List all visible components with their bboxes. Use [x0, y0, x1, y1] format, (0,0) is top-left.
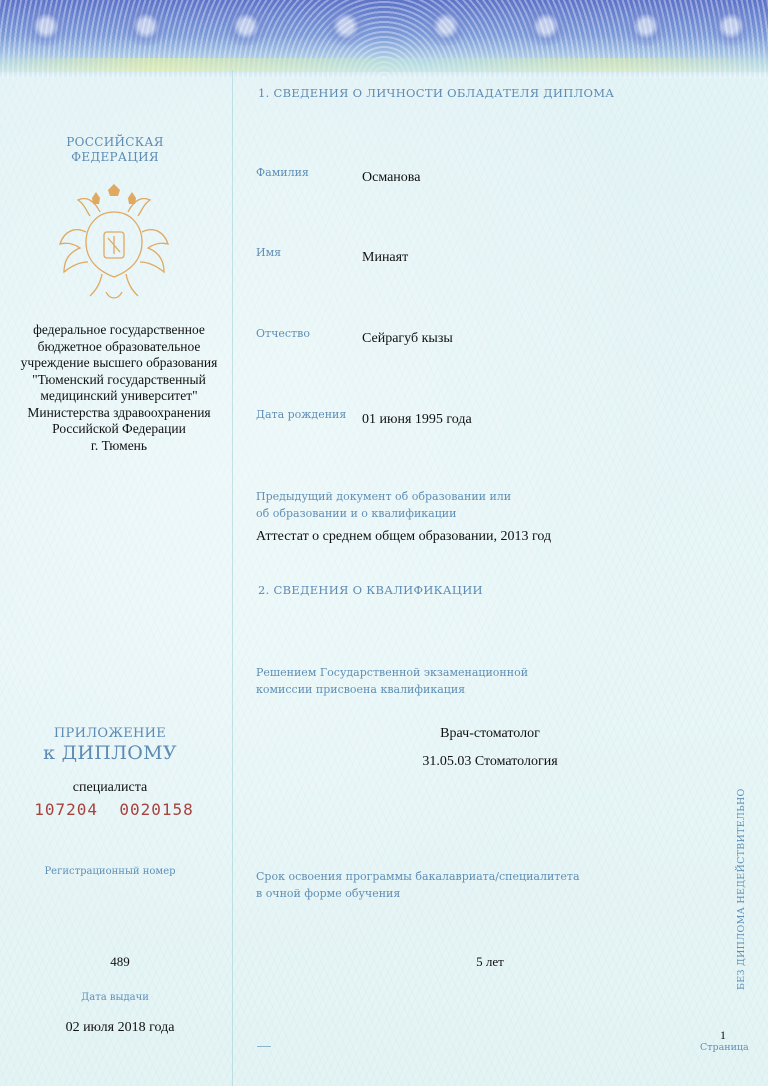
previous-document-label-line-1: Предыдущий документ об образовании или: [256, 490, 512, 503]
surname-value: Османова: [362, 170, 421, 185]
page-number: 1: [720, 1028, 726, 1042]
appendix-title-line-2: к ДИПЛОМУ: [43, 742, 177, 764]
duration-label: [256, 868, 580, 902]
previous-document-label: [256, 488, 511, 522]
serial-number: 107204 0020158: [34, 800, 194, 819]
institution-line: Российской Федерации: [52, 421, 186, 436]
country-line-2: ФЕДЕРАЦИЯ: [71, 150, 159, 164]
double-headed-eagle-icon: [56, 182, 172, 304]
rosette-ornament: [320, 6, 372, 46]
institution-line: Министерства здравоохранения: [27, 404, 211, 420]
qualification-value: Врач-стоматолог: [440, 726, 540, 741]
reg-number-label: Регистрационный номер: [44, 866, 176, 877]
birth-date-value: 01 июня 1995 года: [362, 412, 472, 427]
vertical-validity-note: БЕЗ ДИПЛОМА НЕДЕЙСТВИТЕЛЬНО: [736, 788, 747, 990]
column-divider: [232, 70, 233, 1086]
country-name: [20, 135, 210, 165]
rosette-ornament: [20, 6, 72, 46]
institution-line: "Тюменский государственный: [32, 371, 206, 387]
duration-value: 5 лет: [476, 954, 504, 969]
section-2-title: 2. СВЕДЕНИЯ О КВАЛИФИКАЦИИ: [258, 583, 483, 597]
appendix-title-line-1: ПРИЛОЖЕНИЕ: [53, 726, 167, 741]
decorative-top-band: [0, 0, 768, 78]
footer-dash: [257, 1046, 271, 1047]
qualification-label-line-1: Решением Государственной экзаменационной: [256, 666, 529, 679]
institution-line: бюджетное образовательное: [37, 338, 201, 354]
appendix-type: специалиста: [72, 780, 148, 795]
issue-date-label: Дата выдачи: [81, 992, 149, 1003]
institution-line: учреждение высшего образования: [20, 355, 218, 370]
issue-date: 02 июля 2018 года: [65, 1020, 175, 1035]
institution-line: г. Тюмень: [90, 437, 148, 453]
section-1-title: 1. СВЕДЕНИЯ О ЛИЧНОСТИ ОБЛАДАТЕЛЯ ДИПЛОМА: [258, 86, 615, 100]
name-value: Минаят: [362, 250, 409, 265]
rosette-ornament: [420, 6, 472, 46]
reg-number: 489: [110, 954, 130, 969]
rosette-ornament: [120, 6, 172, 46]
rosette-ornament: [620, 6, 672, 46]
guilloche-stripe: [0, 58, 768, 72]
institution-name: [8, 322, 230, 454]
page-label: Страница: [700, 1042, 749, 1053]
birth-date-label: Дата рождения: [256, 408, 347, 421]
patronymic-label: Отчество: [256, 327, 310, 340]
specialty-value: 31.05.03 Стоматология: [422, 754, 558, 769]
duration-label-line-1: Срок освоения программы бакалавриата/специалитета: [256, 870, 580, 883]
qualification-label-line-2: комиссии присвоена квалификация: [256, 683, 466, 696]
previous-document-label-line-2: об образовании и о квалификации: [256, 507, 457, 520]
institution-line: медицинский университет": [40, 388, 198, 403]
rosette-ornament: [520, 6, 572, 46]
rosette-ornament: [220, 6, 272, 46]
institution-line: федеральное государственное: [33, 322, 205, 337]
duration-label-line-2: в очной форме обучения: [256, 887, 401, 900]
country-line-1: РОССИЙСКАЯ: [66, 135, 164, 149]
qualification-label: [256, 664, 528, 698]
surname-label: Фамилия: [256, 166, 309, 179]
patronymic-value: Сейрагуб кызы: [362, 331, 453, 346]
name-label: Имя: [256, 246, 282, 259]
previous-document-value: Аттестат о среднем общем образовании, 2013 год: [256, 529, 552, 544]
rosette-ornament: [705, 6, 757, 46]
